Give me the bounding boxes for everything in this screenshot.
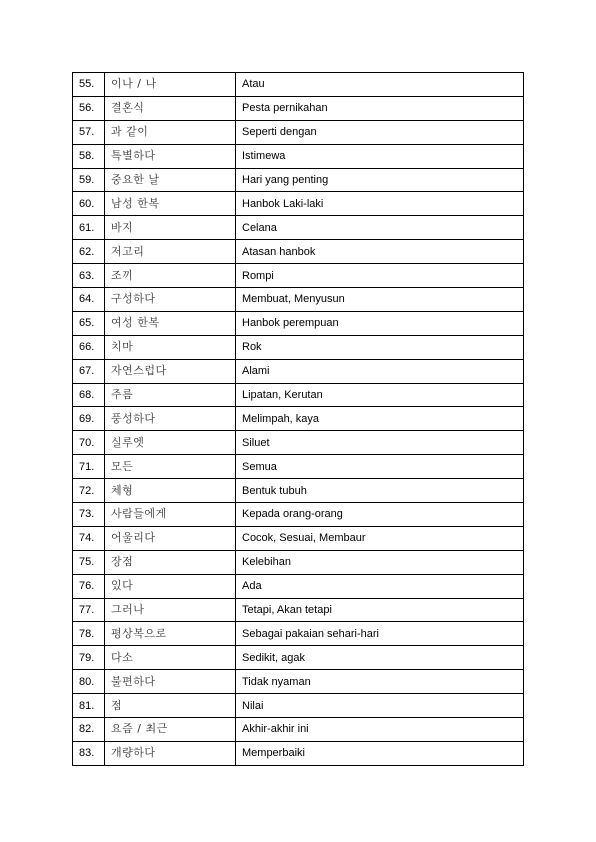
entry-number: 83. — [73, 741, 105, 765]
korean-term: 풍성하다 — [105, 407, 236, 431]
entry-number: 62. — [73, 240, 105, 264]
korean-term: 중요한 날 — [105, 168, 236, 192]
table-row — [73, 718, 524, 742]
table-row — [73, 192, 524, 216]
entry-number: 69. — [73, 407, 105, 431]
table-row — [73, 574, 524, 598]
indonesian-meaning: Sedikit, agak — [236, 646, 524, 670]
entry-number: 75. — [73, 550, 105, 574]
korean-term: 불편하다 — [105, 670, 236, 694]
korean-term: 특별하다 — [105, 144, 236, 168]
indonesian-meaning: Celana — [236, 216, 524, 240]
table-row — [73, 479, 524, 503]
korean-term: 다소 — [105, 646, 236, 670]
table-row — [73, 311, 524, 335]
table-row — [73, 622, 524, 646]
indonesian-meaning: Akhir-akhir ini — [236, 718, 524, 742]
korean-term: 체형 — [105, 479, 236, 503]
entry-number: 80. — [73, 670, 105, 694]
entry-number: 76. — [73, 574, 105, 598]
indonesian-meaning: Ada — [236, 574, 524, 598]
table-row — [73, 670, 524, 694]
entry-number: 61. — [73, 216, 105, 240]
indonesian-meaning: Rok — [236, 335, 524, 359]
entry-number: 60. — [73, 192, 105, 216]
korean-term: 저고리 — [105, 240, 236, 264]
indonesian-meaning: Alami — [236, 359, 524, 383]
table-row — [73, 646, 524, 670]
table-row — [73, 288, 524, 312]
indonesian-meaning: Lipatan, Kerutan — [236, 383, 524, 407]
table-row — [73, 383, 524, 407]
korean-term: 이나 / 나 — [105, 73, 236, 97]
vocabulary-table-body — [73, 73, 524, 766]
table-row — [73, 694, 524, 718]
korean-term: 구성하다 — [105, 288, 236, 312]
korean-term: 주름 — [105, 383, 236, 407]
indonesian-meaning: Nilai — [236, 694, 524, 718]
entry-number: 73. — [73, 503, 105, 527]
indonesian-meaning: Pesta pernikahan — [236, 96, 524, 120]
korean-term: 사람들에게 — [105, 503, 236, 527]
table-row — [73, 550, 524, 574]
korean-term: 치마 — [105, 335, 236, 359]
indonesian-meaning: Semua — [236, 455, 524, 479]
table-row — [73, 73, 524, 97]
indonesian-meaning: Sebagai pakaian sehari-hari — [236, 622, 524, 646]
indonesian-meaning: Membuat, Menyusun — [236, 288, 524, 312]
indonesian-meaning: Atau — [236, 73, 524, 97]
indonesian-meaning: Tidak nyaman — [236, 670, 524, 694]
table-row — [73, 168, 524, 192]
entry-number: 63. — [73, 264, 105, 288]
table-row — [73, 240, 524, 264]
entry-number: 65. — [73, 311, 105, 335]
indonesian-meaning: Atasan hanbok — [236, 240, 524, 264]
table-row — [73, 216, 524, 240]
table-row — [73, 526, 524, 550]
indonesian-meaning: Bentuk tubuh — [236, 479, 524, 503]
table-row — [73, 407, 524, 431]
indonesian-meaning: Kepada orang-orang — [236, 503, 524, 527]
table-row — [73, 431, 524, 455]
indonesian-meaning: Istimewa — [236, 144, 524, 168]
entry-number: 77. — [73, 598, 105, 622]
korean-term: 자연스럽다 — [105, 359, 236, 383]
entry-number: 79. — [73, 646, 105, 670]
indonesian-meaning: Seperti dengan — [236, 120, 524, 144]
entry-number: 56. — [73, 96, 105, 120]
table-row — [73, 96, 524, 120]
korean-term: 장점 — [105, 550, 236, 574]
table-row — [73, 455, 524, 479]
vocabulary-table — [72, 72, 524, 766]
indonesian-meaning: Hari yang penting — [236, 168, 524, 192]
entry-number: 64. — [73, 288, 105, 312]
korean-term: 여성 한복 — [105, 311, 236, 335]
table-row — [73, 359, 524, 383]
indonesian-meaning: Kelebihan — [236, 550, 524, 574]
table-row — [73, 120, 524, 144]
indonesian-meaning: Memperbaiki — [236, 741, 524, 765]
table-row — [73, 598, 524, 622]
entry-number: 55. — [73, 73, 105, 97]
indonesian-meaning: Hanbok Laki-laki — [236, 192, 524, 216]
indonesian-meaning: Melimpah, kaya — [236, 407, 524, 431]
entry-number: 66. — [73, 335, 105, 359]
korean-term: 조끼 — [105, 264, 236, 288]
korean-term: 과 같이 — [105, 120, 236, 144]
entry-number: 74. — [73, 526, 105, 550]
table-row — [73, 335, 524, 359]
korean-term: 평상복으로 — [105, 622, 236, 646]
indonesian-meaning: Siluet — [236, 431, 524, 455]
table-row — [73, 503, 524, 527]
entry-number: 59. — [73, 168, 105, 192]
entry-number: 81. — [73, 694, 105, 718]
entry-number: 72. — [73, 479, 105, 503]
entry-number: 58. — [73, 144, 105, 168]
table-row — [73, 264, 524, 288]
indonesian-meaning: Hanbok perempuan — [236, 311, 524, 335]
korean-term: 결혼식 — [105, 96, 236, 120]
entry-number: 67. — [73, 359, 105, 383]
korean-term: 있다 — [105, 574, 236, 598]
korean-term: 남성 한복 — [105, 192, 236, 216]
indonesian-meaning: Tetapi, Akan tetapi — [236, 598, 524, 622]
korean-term: 바지 — [105, 216, 236, 240]
indonesian-meaning: Cocok, Sesuai, Membaur — [236, 526, 524, 550]
table-row — [73, 144, 524, 168]
entry-number: 71. — [73, 455, 105, 479]
entry-number: 70. — [73, 431, 105, 455]
korean-term: 모든 — [105, 455, 236, 479]
table-row — [73, 741, 524, 765]
korean-term: 개량하다 — [105, 741, 236, 765]
entry-number: 78. — [73, 622, 105, 646]
entry-number: 68. — [73, 383, 105, 407]
korean-term: 어울리다 — [105, 526, 236, 550]
korean-term: 그러나 — [105, 598, 236, 622]
korean-term: 실루엣 — [105, 431, 236, 455]
indonesian-meaning: Rompi — [236, 264, 524, 288]
korean-term: 요즘 / 최근 — [105, 718, 236, 742]
entry-number: 57. — [73, 120, 105, 144]
entry-number: 82. — [73, 718, 105, 742]
korean-term: 점 — [105, 694, 236, 718]
